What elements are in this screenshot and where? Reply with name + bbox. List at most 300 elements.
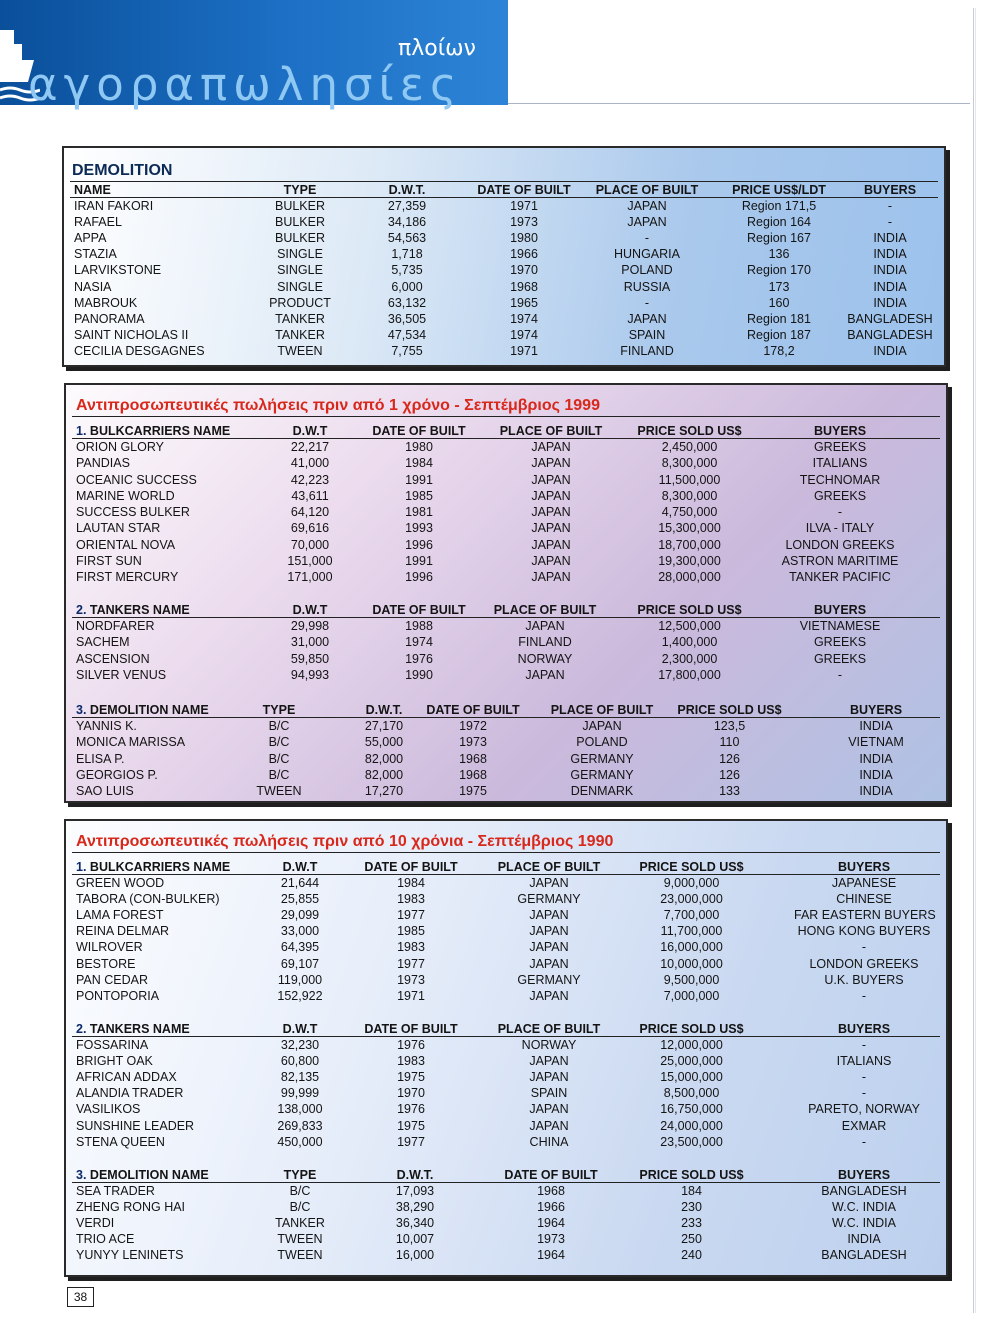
table-row (66, 751, 946, 767)
title-rule (72, 852, 940, 853)
panel-title: DEMOLITION (72, 162, 173, 179)
sales-1999-panel (64, 383, 948, 803)
table-cell: GREEKS (813, 651, 867, 666)
table-cell: 1996 (405, 570, 433, 584)
table-row (66, 1037, 946, 1053)
vessel-name-cell: SILVER VENUS (76, 667, 167, 682)
column-header: D.W.T (282, 860, 318, 874)
table-row (66, 488, 946, 504)
table-cell: 119,000 (277, 972, 323, 987)
table-cell: 8,300,000 (661, 488, 718, 503)
table-cell: 136 (768, 247, 790, 262)
table-cell: 1973 (510, 215, 538, 230)
column-header: DATE OF BUILT (372, 424, 466, 438)
table-row (66, 1101, 946, 1117)
table-cell: HUNGARIA (614, 247, 680, 262)
vessel-name-cell: MARINE WORLD (76, 488, 175, 503)
table-cell: TWEEN (277, 1232, 323, 1247)
table-cell: 450,000 (277, 1134, 323, 1149)
vessel-name-cell: FIRST SUN (76, 553, 142, 568)
table-cell: 27,170 (364, 719, 404, 733)
vessel-name-cell: BESTORE (76, 956, 136, 971)
table-cell: B/C (268, 735, 290, 750)
table-cell: 1974 (510, 311, 538, 326)
table-row (66, 956, 946, 972)
table-cell: CHINA (529, 1134, 569, 1149)
vessel-name-cell: ELISA P. (76, 751, 125, 766)
table-cell: VIETNAMESE (799, 619, 881, 633)
vessel-name-cell: PONTOPORIA (76, 988, 160, 1003)
table-cell: 10,000,000 (660, 956, 723, 971)
table-cell: 28,000,000 (658, 570, 721, 584)
table-cell: 5,735 (391, 263, 423, 278)
table-cell: INDIA (873, 231, 907, 246)
table-cell: 16,000 (395, 1248, 435, 1263)
table-cell: 1977 (397, 956, 425, 971)
column-header: BUYERS (849, 703, 903, 717)
vessel-name-cell: APPA (74, 231, 107, 246)
column-header: TYPE (283, 1168, 317, 1182)
table-cell: 110 (719, 735, 740, 750)
table-cell: - (861, 1134, 867, 1149)
table-cell: 1970 (397, 1086, 425, 1101)
table-cell: 1976 (397, 1102, 425, 1117)
table-cell: 25,855 (280, 892, 320, 907)
table-row (64, 311, 944, 327)
table-cell: 1971 (510, 199, 538, 213)
table-cell: ASTRON MARITIME (781, 553, 899, 568)
table-cell: 138,000 (277, 1102, 323, 1117)
table-cell: VIETNAM (848, 735, 904, 750)
table-row (64, 246, 944, 262)
table-row (66, 618, 946, 634)
panel-title: Αντιπροσωπευτικές πωλήσεις πριν από 1 χρόνο - Σεπτέμβριος 1999 (76, 397, 600, 414)
table-cell: JAPAN (531, 472, 571, 487)
table-cell: FINLAND (620, 343, 674, 358)
column-header: BUYERS (813, 424, 867, 438)
table-cell: 36,505 (387, 311, 427, 326)
table-cell: SINGLE (277, 279, 323, 294)
table-cell: - (861, 1038, 867, 1052)
table-cell: BULKER (274, 215, 326, 230)
column-header: PLACE OF BUILT (550, 703, 654, 717)
table-cell: 1968 (459, 767, 487, 782)
column-header: PRICE SOLD US$ (637, 424, 742, 438)
table-cell: NORWAY (517, 651, 573, 666)
table-cell: PRODUCT (269, 295, 331, 310)
table-cell: 18,700,000 (658, 537, 721, 552)
table-cell: GERMANY (517, 892, 581, 907)
table-row (66, 875, 946, 891)
table-cell: 41,000 (290, 456, 330, 471)
table-cell: ITALIANS (836, 1054, 892, 1069)
section-number: 1. (76, 424, 87, 438)
column-header: D.W.T (292, 603, 328, 617)
table-cell: INDIA (873, 343, 907, 358)
column-header: BUYERS (813, 603, 867, 617)
table-header-row (66, 859, 946, 875)
vessel-name-cell: IRAN FAKORI (74, 199, 154, 213)
vessel-name-cell: LAMA FOREST (76, 908, 164, 923)
table-cell: HONG KONG BUYERS (797, 924, 931, 939)
table-cell: 1984 (405, 456, 433, 471)
table-cell: Region 181 (747, 311, 811, 326)
table-row (66, 767, 946, 783)
table-header-row (66, 1021, 946, 1037)
vessel-name-cell: SUNSHINE LEADER (76, 1118, 195, 1133)
table-cell: 1991 (405, 472, 433, 487)
table-row (66, 734, 946, 750)
section-heading: TANKERS NAME (89, 603, 190, 617)
table-cell: 1983 (397, 892, 425, 907)
table-row (66, 569, 946, 585)
vessel-name-cell: BRIGHT OAK (76, 1054, 153, 1069)
table-cell: TWEEN (277, 343, 323, 358)
table-cell: TANKER (275, 327, 325, 342)
table-cell: - (861, 940, 867, 955)
table-cell: EXMAR (841, 1118, 887, 1133)
table-cell: 1977 (397, 908, 425, 923)
table-cell: Region 164 (747, 215, 811, 230)
title-rule (72, 416, 940, 417)
table-cell: JAPAN (531, 570, 571, 584)
section-number: 1. (76, 860, 87, 874)
table-cell: B/C (268, 767, 290, 782)
table-cell: 269,833 (277, 1118, 323, 1133)
table-row (66, 891, 946, 907)
table-cell: 63,132 (387, 295, 427, 310)
table-cell: 133 (719, 784, 740, 798)
table-cell: 17,093 (395, 1184, 435, 1198)
table-row (66, 1085, 946, 1101)
table-cell: 60,800 (280, 1054, 320, 1069)
table-cell: FAR EASTERN BUYERS (794, 908, 936, 923)
table-cell: 23,000,000 (660, 892, 723, 907)
table-cell: 1991 (405, 553, 433, 568)
table-cell: 250 (681, 1232, 702, 1247)
table-cell: 173 (768, 279, 790, 294)
column-header (76, 1167, 266, 1183)
column-header: D.W.T. (388, 183, 426, 197)
table-cell: 29,099 (280, 908, 320, 923)
column-header: DATE OF BUILT (364, 860, 458, 874)
table-cell: CHINESE (836, 892, 892, 907)
table-cell: JAPAN (627, 215, 667, 230)
table-cell: GERMANY (517, 972, 581, 987)
table-cell: 1977 (397, 1134, 425, 1149)
table-cell: 43,611 (291, 488, 329, 503)
table-row (66, 1215, 946, 1231)
vessel-name-cell: SAINT NICHOLAS II (74, 327, 189, 342)
table-cell: 1973 (459, 735, 487, 750)
table-cell: TWEEN (277, 1248, 323, 1263)
table-cell: 240 (681, 1248, 702, 1263)
table-cell: JAPAN (531, 505, 571, 519)
table-cell: 1975 (459, 784, 487, 798)
table-cell: JAPAN (529, 876, 569, 890)
vessel-name-cell: ZHENG RONG HAI (76, 1200, 186, 1215)
table-row (66, 1134, 946, 1150)
vessel-name-cell: OCEANIC SUCCESS (76, 472, 197, 487)
column-header (76, 602, 266, 618)
vessel-name-cell: PANORAMA (74, 311, 145, 326)
table-cell: 47,534 (387, 327, 427, 342)
vessel-name-cell: STENA QUEEN (76, 1134, 165, 1149)
table-cell: BANGLADESH (821, 1248, 907, 1263)
column-header: PLACE OF BUILT (493, 603, 597, 617)
table-cell: INDIA (873, 279, 907, 294)
table-cell: JAPAN (529, 908, 569, 923)
vessel-name-cell: PAN CEDAR (76, 972, 149, 987)
table-cell: JAPAN (582, 719, 622, 733)
vessel-name-cell: YANNIS K. (76, 719, 137, 733)
page-header-banner (0, 0, 508, 111)
vessel-name-cell: FIRST MERCURY (76, 570, 179, 584)
table-cell: TWEEN (256, 784, 302, 798)
table-cell: GERMANY (570, 767, 634, 782)
table-cell: 1996 (405, 537, 433, 552)
table-row (64, 198, 944, 214)
page-edge-line-inner (975, 8, 976, 1313)
table-cell: 12,000,000 (660, 1038, 723, 1052)
table-header-row (66, 702, 946, 718)
table-row (66, 907, 946, 923)
section-heading: DEMOLITION NAME (89, 1168, 209, 1182)
table-cell: JAPAN (525, 619, 565, 633)
table-cell: B/C (268, 719, 290, 733)
table-cell: 1988 (405, 619, 433, 633)
table-cell: 23,500,000 (660, 1134, 723, 1149)
table-cell: 8,500,000 (663, 1086, 720, 1101)
vessel-name-cell: CECILIA DESGAGNES (74, 343, 205, 358)
vessel-name-cell: ORIENTAL NOVA (76, 537, 176, 552)
page-number: 38 (67, 1287, 94, 1307)
table-cell: LONDON GREEKS (785, 537, 895, 552)
table-cell: 7,700,000 (663, 908, 720, 923)
table-cell: 12,500,000 (658, 619, 721, 633)
table-cell: 8,300,000 (661, 456, 718, 471)
table-cell: 29,998 (290, 619, 330, 633)
table-cell: Region 170 (747, 263, 811, 278)
vessel-name-cell: SACHEM (76, 635, 130, 650)
table-cell: 9,500,000 (663, 972, 720, 987)
column-header: PRICE SOLD US$ (677, 703, 782, 717)
table-cell: 17,800,000 (658, 667, 721, 682)
table-cell: JAPAN (529, 1070, 569, 1085)
table-cell: Region 171,5 (741, 199, 817, 213)
table-cell: JAPAN (531, 521, 571, 536)
table-cell: 34,186 (387, 215, 427, 230)
table-cell: 11,700,000 (660, 924, 723, 939)
table-cell: 21,644 (280, 876, 320, 890)
table-cell: JAPAN (627, 311, 667, 326)
section-heading: BULKCARRIERS NAME (89, 860, 231, 874)
column-header: PLACE OF BUILT (595, 183, 699, 197)
table-cell: POLAND (621, 263, 673, 278)
table-cell: - (887, 199, 893, 213)
table-cell: 160 (768, 295, 790, 310)
table-cell: 1,400,000 (661, 635, 718, 650)
column-header: TYPE (262, 703, 296, 717)
table-row (66, 439, 946, 455)
vessel-name-cell: LARVIKSTONE (74, 263, 162, 278)
table-cell: JAPAN (531, 537, 571, 552)
table-cell: 94,993 (290, 667, 330, 682)
column-header: PLACE OF BUILT (499, 424, 603, 438)
vessel-name-cell: AFRICAN ADDAX (76, 1070, 177, 1085)
table-cell: JAPAN (529, 988, 569, 1003)
vessel-name-cell: SUCCESS BULKER (76, 505, 190, 519)
column-header (76, 423, 266, 439)
table-cell: 1966 (510, 247, 538, 262)
table-cell: 31,000 (290, 635, 330, 650)
table-cell: 151,000 (287, 553, 333, 568)
table-cell: 233 (681, 1216, 702, 1231)
table-cell: 55,000 (364, 735, 404, 750)
table-row (66, 923, 946, 939)
vessel-name-cell: YUNYY LENINETS (76, 1248, 184, 1263)
table-row (64, 279, 944, 295)
table-cell: 1971 (510, 343, 538, 358)
vessel-name-cell: REINA DELMAR (76, 924, 170, 939)
table-row (66, 988, 946, 1004)
table-cell: 36,340 (395, 1216, 435, 1231)
table-cell: 82,135 (280, 1070, 320, 1085)
table-row (66, 504, 946, 520)
table-cell: 82,000 (364, 767, 404, 782)
vessel-name-cell: MABROUK (74, 295, 138, 310)
table-row (66, 1199, 946, 1215)
table-cell: TECHNOMAR (799, 472, 881, 487)
table-cell: JAPAN (525, 667, 565, 682)
table-cell: 1964 (537, 1216, 565, 1231)
table-cell: BULKER (274, 231, 326, 246)
table-cell: 152,922 (277, 988, 323, 1003)
panel-title: Αντιπροσωπευτικές πωλήσεις πριν από 10 χρόνια - Σεπτέμβριος 1990 (76, 833, 614, 850)
table-cell: 11,500,000 (658, 472, 721, 487)
table-row (64, 327, 944, 343)
table-cell: ILVA - ITALY (805, 521, 875, 536)
table-cell: 171,000 (287, 570, 333, 584)
table-cell: TANKER PACIFIC (789, 570, 891, 584)
table-cell: 1968 (510, 279, 538, 294)
table-cell: 7,755 (391, 343, 423, 358)
table-cell: 6,000 (391, 279, 423, 294)
vessel-name-cell: GEORGIOS P. (76, 767, 158, 782)
table-cell: INDIA (859, 784, 893, 798)
table-cell: 126 (719, 751, 740, 766)
table-cell: 1985 (405, 488, 433, 503)
table-cell: 64,395 (280, 940, 320, 955)
table-cell: INDIA (847, 1232, 881, 1247)
section-heading: DEMOLITION NAME (89, 703, 209, 717)
vessel-name-cell: SEA TRADER (76, 1184, 155, 1198)
table-cell: JAPAN (529, 940, 569, 955)
table-cell: INDIA (859, 767, 893, 782)
table-cell: 1968 (537, 1184, 565, 1198)
table-cell: 1,718 (391, 247, 423, 262)
table-cell: 32,230 (280, 1038, 320, 1052)
table-row (66, 537, 946, 553)
table-cell: BANGLADESH (847, 311, 933, 326)
table-cell: - (837, 505, 843, 519)
table-cell: JAPAN (531, 456, 571, 471)
table-cell: PARETO, NORWAY (808, 1102, 920, 1117)
table-cell: 24,000,000 (660, 1118, 723, 1133)
table-cell: JAPANESE (831, 876, 897, 890)
column-header: NAME (74, 183, 111, 197)
column-header: BUYERS (837, 1168, 891, 1182)
column-header: TYPE (283, 183, 317, 197)
table-cell: - (837, 667, 843, 682)
table-row (66, 1247, 946, 1263)
table-cell: 1981 (405, 505, 433, 519)
table-cell: JAPAN (531, 440, 571, 454)
vessel-name-cell: NASIA (74, 279, 112, 294)
table-cell: JAPAN (531, 488, 571, 503)
table-cell: JAPAN (529, 1054, 569, 1069)
table-cell: 1972 (459, 719, 487, 733)
column-header: BUYERS (863, 183, 917, 197)
table-row (66, 553, 946, 569)
table-cell: 59,850 (290, 651, 330, 666)
table-row (66, 520, 946, 536)
table-cell: - (887, 215, 893, 230)
table-cell: 1990 (405, 667, 433, 682)
vessel-name-cell: FOSSARINA (76, 1038, 149, 1052)
column-header: DATE OF BUILT (426, 703, 520, 717)
table-cell: 1975 (397, 1070, 425, 1085)
table-cell: INDIA (873, 247, 907, 262)
section-number: 2. (76, 603, 87, 617)
table-cell: - (644, 231, 650, 246)
table-row (64, 230, 944, 246)
section-number: 3. (76, 1168, 87, 1182)
table-cell: JAPAN (531, 553, 571, 568)
table-cell: B/C (268, 751, 290, 766)
table-cell: 70,000 (290, 537, 330, 552)
vessel-name-cell: WILROVER (76, 940, 143, 955)
table-header-row (64, 182, 944, 198)
table-cell: 69,107 (280, 956, 320, 971)
table-cell: 10,007 (395, 1232, 435, 1247)
header-rule (508, 103, 970, 104)
table-cell: 17,270 (364, 784, 404, 798)
section-heading: BULKCARRIERS NAME (89, 424, 231, 438)
table-cell: JAPAN (529, 1102, 569, 1117)
table-cell: TANKER (275, 1216, 325, 1231)
table-cell: 1976 (397, 1038, 425, 1052)
column-header: PRICE SOLD US$ (639, 860, 744, 874)
table-cell: POLAND (576, 735, 628, 750)
column-header: PLACE OF BUILT (497, 860, 601, 874)
table-cell: 1974 (510, 327, 538, 342)
table-cell: 69,616 (290, 521, 330, 536)
table-row (66, 1118, 946, 1134)
table-row (66, 634, 946, 650)
table-row (66, 1183, 946, 1199)
table-cell: BULKER (274, 199, 326, 213)
sales-1990-panel (64, 819, 948, 1277)
table-cell: GERMANY (570, 751, 634, 766)
table-cell: 7,000,000 (663, 988, 720, 1003)
table-cell: 1965 (510, 295, 538, 310)
table-cell: 123,5 (713, 719, 746, 733)
table-row (66, 1231, 946, 1247)
vessel-name-cell: ORION GLORY (76, 440, 164, 454)
table-cell: B/C (289, 1200, 311, 1215)
table-row (66, 718, 946, 734)
